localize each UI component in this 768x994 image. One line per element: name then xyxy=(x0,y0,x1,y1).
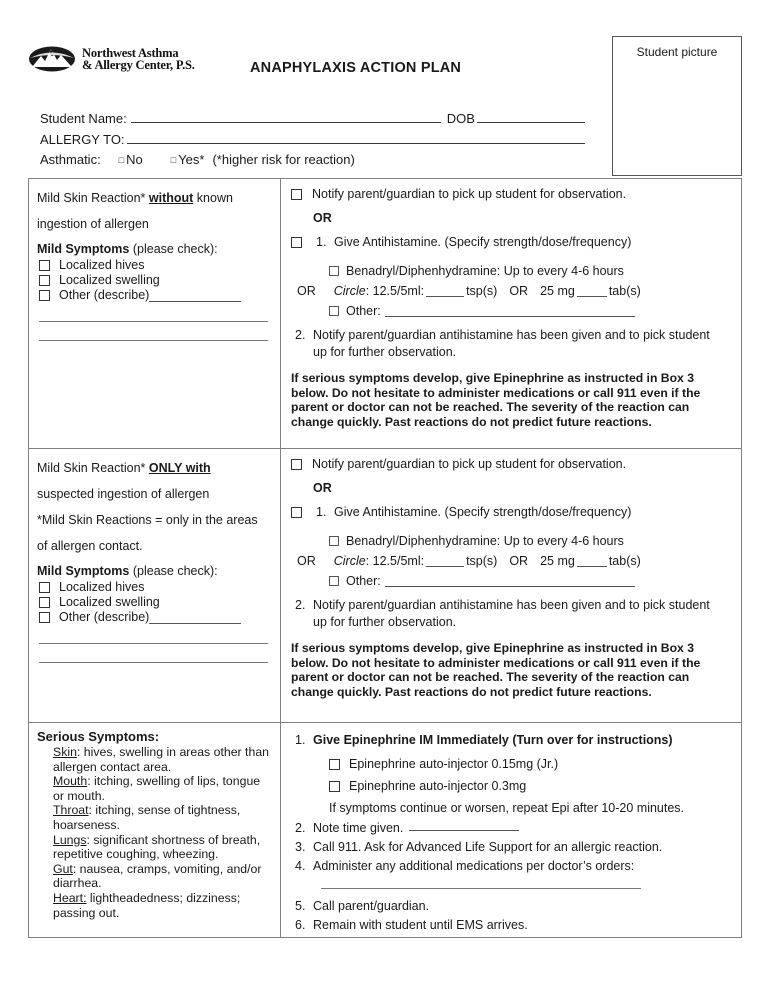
row1-other-label: Other (describe) xyxy=(59,288,150,302)
step-5-number: 5. xyxy=(295,899,306,913)
row1-notify-given-number: 2. xyxy=(295,328,306,342)
row1-heading-prefix: Mild Skin Reaction* xyxy=(37,191,146,205)
row2-circle-or2: OR xyxy=(509,554,529,568)
row2-notify-given-cont xyxy=(291,614,731,631)
row1-notes-line-2[interactable] xyxy=(39,339,268,341)
step-2 xyxy=(291,819,731,838)
step-5 xyxy=(291,897,731,916)
row2-other-input[interactable] xyxy=(149,612,241,624)
asthmatic-yes-checkbox[interactable]: □ xyxy=(170,155,177,165)
row2-notify-checkbox[interactable] xyxy=(291,459,302,470)
row1-antihistamine[interactable] xyxy=(291,235,731,249)
row2-notify-given-line1: Notify parent/guardian antihistamine has been given and to pick student xyxy=(313,598,710,612)
epi-adult-option[interactable] xyxy=(329,778,731,794)
row2-antihistamine-number: 1. xyxy=(316,505,327,519)
row2-hives-label: Localized hives xyxy=(59,580,145,594)
row1-heading-emphasis: without xyxy=(148,191,194,205)
row1-action-cell xyxy=(281,179,741,448)
row1-tsp-label: tsp(s) xyxy=(466,284,498,298)
row2-heading-prefix: Mild Skin Reaction* xyxy=(37,461,146,475)
row1-notify-given-line2: up for further observation. xyxy=(313,345,457,359)
asthmatic-yes-label: Yes* xyxy=(178,152,205,167)
step-6 xyxy=(291,916,731,935)
clinic-name-line2: & Allergy Center, P.S. xyxy=(82,58,195,72)
row2-notes-line-1[interactable] xyxy=(39,642,268,644)
row1-benadryl-block xyxy=(297,261,731,321)
row2-other-med-option[interactable] xyxy=(329,571,731,591)
row2-benadryl-option[interactable] xyxy=(329,531,731,551)
allergy-row xyxy=(40,131,585,152)
row2-benadryl-block xyxy=(297,531,731,591)
row2-tsp-input[interactable] xyxy=(426,555,464,567)
table-row xyxy=(29,723,741,937)
row2-notify-observation[interactable] xyxy=(291,457,731,471)
step-1-label: Give Epinephrine IM Immediately (Turn over for instructions) xyxy=(313,733,673,747)
action-plan-table xyxy=(28,178,742,938)
row1-circle-dose-line xyxy=(297,281,731,301)
row2-notify-given xyxy=(291,597,731,614)
row1-other-med-checkbox[interactable] xyxy=(329,306,339,316)
row1-notify-given-cont xyxy=(291,344,731,361)
student-name-label: Student Name: xyxy=(40,111,127,126)
row1-heading-line2: ingestion of allergen xyxy=(37,217,149,231)
symptom-part: Gut xyxy=(53,861,73,876)
symptom-item xyxy=(53,891,272,920)
row2-antihistamine[interactable] xyxy=(291,505,731,519)
row1-other-med-label: Other: xyxy=(346,304,381,318)
row1-other-med-input[interactable] xyxy=(385,305,635,317)
dob-label: DOB xyxy=(446,111,475,126)
student-picture-box xyxy=(612,36,742,176)
row2-swelling-checkbox[interactable] xyxy=(39,597,50,608)
row1-antihistamine-number: 1. xyxy=(316,235,327,249)
row1-symptoms-check-note: (please check): xyxy=(132,242,218,256)
row2-hives-checkbox[interactable] xyxy=(39,582,50,593)
row1-circle-word: Circle xyxy=(333,284,366,298)
row1-other-med-option[interactable] xyxy=(329,301,731,321)
row2-benadryl-checkbox[interactable] xyxy=(329,536,339,546)
row2-option-hives[interactable] xyxy=(39,580,272,595)
row1-notes-line-1[interactable] xyxy=(39,320,268,322)
serious-symptoms-title-label: Serious Symptoms xyxy=(37,729,155,744)
row1-benadryl-option[interactable] xyxy=(329,261,731,281)
step-6-label: Remain with student until EMS arrives. xyxy=(313,918,528,932)
allergy-input[interactable] xyxy=(127,131,585,144)
row1-benadryl-label: Benadryl/Diphenhydramine: Up to every 4-6 hours xyxy=(346,264,624,278)
step-6-number: 6. xyxy=(295,918,306,932)
student-info-fields xyxy=(40,110,585,173)
row2-tab-label: tab(s) xyxy=(608,554,641,568)
step-2-number: 2. xyxy=(295,821,306,835)
row2-heading-line2: suspected ingestion of allergen xyxy=(37,487,210,501)
additional-medications-input[interactable] xyxy=(321,887,641,889)
row1-circle-or2: OR xyxy=(509,284,529,298)
step-3-label: Call 911. Ask for Advanced Life Support for an allergic reaction. xyxy=(313,840,663,854)
row2-tab-input[interactable] xyxy=(577,555,607,567)
row2-heading-line3: *Mild Skin Reactions = only in the areas xyxy=(37,513,258,527)
row1-hives-label: Localized hives xyxy=(59,258,145,272)
symptom-part: Lungs xyxy=(53,832,87,847)
emergency-steps-cell xyxy=(281,723,741,937)
symptom-part: Throat xyxy=(53,803,89,818)
row2-symptoms-title xyxy=(37,563,272,580)
allergy-label: ALLERGY TO: xyxy=(40,132,125,147)
row2-antihistamine-label: Give Antihistamine. (Specify strength/dose/frequency) xyxy=(334,505,632,519)
row2-symptoms-title-label: Mild Symptoms xyxy=(37,564,130,578)
row2-other-med-label: Other: xyxy=(346,574,381,588)
step-2-label: Note time given. xyxy=(313,821,404,835)
row2-circle-or: OR xyxy=(297,554,316,568)
mountain-oval-logo-icon xyxy=(28,44,76,74)
symptom-text: lightheadedness; dizziness; passing out. xyxy=(53,890,241,920)
symptom-text: : nausea, cramps, vomiting, and/or diarrhea. xyxy=(53,861,262,891)
row2-notes-line-2[interactable] xyxy=(39,661,268,663)
epi-adult-checkbox[interactable] xyxy=(329,781,340,792)
row2-circle-dose: : 12.5/5ml: xyxy=(365,554,425,568)
symptom-text: : itching, sense of tightness, hoarseness. xyxy=(53,803,241,832)
step-4-number: 4. xyxy=(295,859,306,873)
epi-adult-label: Epinephrine auto-injector 0.3mg xyxy=(349,779,527,793)
epi-jr-option[interactable] xyxy=(329,756,731,772)
row1-heading xyxy=(37,185,272,211)
row1-symptoms-title xyxy=(37,241,272,258)
row2-other-checkbox[interactable] xyxy=(39,612,50,623)
step-4 xyxy=(291,857,731,876)
row1-notify-label: Notify parent/guardian to pick up student for observation. xyxy=(312,187,627,201)
row1-notify-observation[interactable] xyxy=(291,187,731,201)
row2-notify-given-number: 2. xyxy=(295,598,306,612)
row2-option-swelling[interactable] xyxy=(39,595,272,610)
row1-tab-input[interactable] xyxy=(577,285,607,297)
table-row xyxy=(29,179,741,449)
row1-option-other[interactable] xyxy=(39,288,272,303)
row2-notify-given-line2: up for further observation. xyxy=(313,615,457,629)
row2-other-label: Other (describe) xyxy=(59,610,150,624)
row1-notify-checkbox[interactable] xyxy=(291,189,302,200)
asthmatic-label: Asthmatic: xyxy=(40,152,101,167)
symptom-item xyxy=(53,745,272,774)
asthmatic-row xyxy=(40,152,585,173)
row1-swelling-label: Localized swelling xyxy=(59,273,160,287)
symptom-text: : itching, swelling of lips, tongue or mouth. xyxy=(53,774,261,803)
row2-mg-label: 25 mg xyxy=(540,554,575,568)
row1-tsp-input[interactable] xyxy=(426,285,464,297)
row2-heading xyxy=(37,455,272,481)
asthmatic-no-label: No xyxy=(126,152,143,167)
dob-input[interactable] xyxy=(477,110,585,123)
step-3-number: 3. xyxy=(295,840,306,854)
row2-circle-dose-line xyxy=(297,551,731,571)
row2-option-other[interactable] xyxy=(39,610,272,625)
row2-swelling-label: Localized swelling xyxy=(59,595,160,609)
row2-heading-emphasis: ONLY with xyxy=(148,461,211,475)
row1-notify-given-line1: Notify parent/guardian antihistamine has been given and to pick student xyxy=(313,328,710,342)
clinic-name-line1: Northwest Asthma xyxy=(82,45,179,60)
symptom-text: : hives, swelling in areas other than allergen contact area. xyxy=(53,745,269,774)
row1-tab-label: tab(s) xyxy=(608,284,641,298)
symptom-item xyxy=(53,833,272,862)
symptom-text: : significant shortness of breath, repetitive coughing, wheezing. xyxy=(53,832,261,862)
row2-action-cell xyxy=(281,449,741,722)
row1-hives-checkbox[interactable] xyxy=(39,260,50,271)
row2-tsp-label: tsp(s) xyxy=(466,554,498,568)
row1-option-hives[interactable] xyxy=(39,258,272,273)
row1-circle-or: OR xyxy=(297,284,316,298)
symptom-item xyxy=(53,774,272,803)
symptom-part: Skin xyxy=(53,745,77,759)
student-name-input[interactable] xyxy=(131,110,441,123)
serious-symptoms-colon: : xyxy=(154,729,160,744)
epi-repeat-note: If symptoms continue or worsen, repeat Epi after 10-20 minutes. xyxy=(329,801,685,815)
serious-symptoms-list xyxy=(53,745,272,920)
student-name-row xyxy=(40,110,585,131)
row2-circle-word: Circle xyxy=(333,554,366,568)
symptom-item xyxy=(53,803,272,832)
row1-warning-text: If serious symptoms develop, give Epinephrine as instructed in Box 3 below. Do not hesitate to administer medications or call 911 even if the parent or doctor can not be reached. The severity of the reaction can change quickly. Past reactions do not predict future reactions. xyxy=(291,371,701,429)
row1-symptoms-title-label: Mild Symptoms xyxy=(37,242,130,256)
row1-other-checkbox[interactable] xyxy=(39,290,50,301)
row2-notify-label: Notify parent/guardian to pick up student for observation. xyxy=(312,457,627,471)
row1-option-swelling[interactable] xyxy=(39,273,272,288)
time-given-input[interactable] xyxy=(409,819,519,831)
row1-antihistamine-label: Give Antihistamine. (Specify strength/dose/frequency) xyxy=(334,235,632,249)
serious-symptoms-title xyxy=(37,729,272,744)
asthmatic-no-checkbox[interactable]: □ xyxy=(118,155,125,165)
row1-mg-label: 25 mg xyxy=(540,284,575,298)
row1-benadryl-checkbox[interactable] xyxy=(329,266,339,276)
row2-heading-line4: of allergen contact. xyxy=(37,539,143,553)
row2-or-separator: OR xyxy=(313,481,332,495)
row2-antihistamine-checkbox[interactable] xyxy=(291,507,302,518)
symptom-item xyxy=(53,862,272,891)
row2-condition-cell xyxy=(29,449,281,722)
table-row xyxy=(29,449,741,723)
epi-jr-checkbox[interactable] xyxy=(329,759,340,770)
epi-jr-label: Epinephrine auto-injector 0.15mg (Jr.) xyxy=(349,757,559,771)
clinic-name xyxy=(82,47,195,72)
row2-warning-text: If serious symptoms develop, give Epinephrine as instructed in Box 3 below. Do not hesitate to administer medications or call 911 even if the parent or doctor can not be reached. The severity of the reaction can change quickly. Past reactions do not predict future reactions. xyxy=(291,641,701,699)
step-5-label: Call parent/guardian. xyxy=(313,899,430,913)
row2-benadryl-label: Benadryl/Diphenhydramine: Up to every 4-6 hours xyxy=(346,534,624,548)
clinic-logo xyxy=(28,44,195,74)
row1-notify-given xyxy=(291,327,731,344)
row2-other-med-input[interactable] xyxy=(385,575,635,587)
row2-symptoms-check-note: (please check): xyxy=(132,564,218,578)
step-4-label: Administer any additional medications per doctor’s orders: xyxy=(313,859,635,873)
row1-or-separator: OR xyxy=(313,211,332,225)
step-1 xyxy=(291,731,731,750)
row1-other-input[interactable] xyxy=(149,290,241,302)
row1-condition-cell xyxy=(29,179,281,448)
symptom-part: Heart: xyxy=(53,890,87,905)
row2-other-med-checkbox[interactable] xyxy=(329,576,339,586)
page-title: ANAPHYLAXIS ACTION PLAN xyxy=(250,60,462,76)
asthmatic-note: (*higher risk for reaction) xyxy=(212,152,355,167)
row1-heading-suffix: known xyxy=(196,191,233,205)
step-3 xyxy=(291,838,731,857)
row1-antihistamine-checkbox[interactable] xyxy=(291,237,302,248)
row1-circle-dose: : 12.5/5ml: xyxy=(365,284,425,298)
row1-swelling-checkbox[interactable] xyxy=(39,275,50,286)
step-1-number: 1. xyxy=(295,733,306,747)
student-picture-label: Student picture xyxy=(636,45,718,59)
serious-symptoms-cell xyxy=(29,723,281,937)
symptom-part: Mouth xyxy=(53,774,88,789)
